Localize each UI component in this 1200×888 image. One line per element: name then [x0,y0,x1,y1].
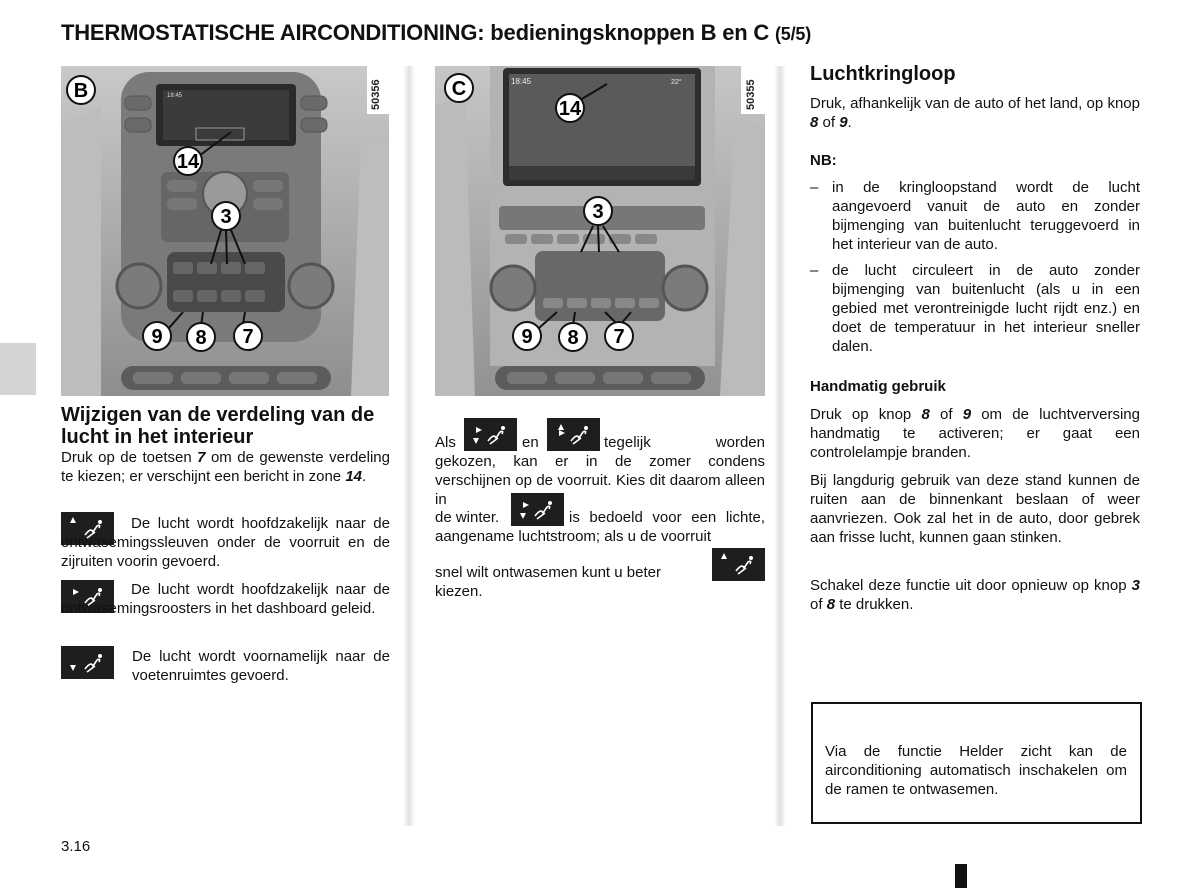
note-box [811,702,1142,824]
chapter-tab [0,343,36,395]
right-p2: Druk op knop 8 of 9 om de luchtverversing handmatig te activeren; er gaat een controlelampje branden. [810,406,1140,461]
callout-7: 7 [242,326,254,348]
column-divider [403,66,415,826]
figure-c-photo [435,66,765,396]
callout-9: 9 [151,326,163,348]
callout-14: 14 [558,98,582,120]
callout-8: 8 [567,327,579,349]
right-bullets [810,178,1140,363]
middle-p1: tegelijk worden gekozen, kan er in de zomer condens verschijnen op de voorruit. Kies dit daarom alleen in [435,434,765,508]
figure-c-label: C [451,78,467,100]
left-intro: Druk op de toetsen 7 om de gewenste verdeling te kiezen; er verschijnt een bericht in zone 14. [61,449,390,485]
svg-text:18:45: 18:45 [511,77,532,86]
right-subheading: Handmatig gebruik [810,378,946,395]
callout-8: 8 [195,327,207,349]
left-item-2: De lucht wordt hoofdzakelijk naar de ontwasemingsroosters in het dashboard geleid. [61,581,390,617]
middle-p3-b: kiezen. [435,583,483,600]
right-p3: Bij langdurig gebruik van deze stand kunnen de ruiten aan de binnenkant beslaan of weer aanvriezen. Ook zal het in de auto, door gebrek aan frisse lucht, kunnen gaan stinken. [810,472,1140,546]
left-item-1: De lucht wordt hoofdzakelijk naar de ontwasemingssleuven onder de voorruit en de zijruiten voorin gevoerd. [61,515,390,570]
figure-c-code: 50355 [745,79,757,110]
middle-p1-als: Als [435,434,456,451]
callout-9: 9 [521,326,533,348]
left-item-3: De lucht wordt voornamelijk naar de voetenruimtes gevoerd. [132,648,390,684]
left-heading: Wijzigen van de verdeling van de lucht in het interieur [61,404,375,448]
svg-text:18:45: 18:45 [167,93,183,99]
page-number: 3.16 [61,838,91,855]
bullet-item: – de lucht circuleert in de auto zonder bijmenging van buitenlucht (als u in een gebied met verontreinigde lucht rijdt enz.) en doet de temperatuur in het interieur sneller dalen. [810,261,1140,356]
right-nb: NB: [810,152,837,169]
middle-p2-a: de winter. [435,509,500,526]
middle-p2: is bedoeld voor een lichte, aangename luchtstroom; als u de voorruit [435,509,765,545]
middle-p1-en: en [522,434,539,451]
right-p4: Schakel deze functie uit door opnieuw op knop 3 of 8 te drukken. [810,577,1140,613]
right-p1: Druk, afhankelijk van de auto of het land, op knop 8 of 9. [810,95,1140,131]
note-text: Via de functie Helder zicht kan de airconditioning automatisch inschakelen om de ramen te ontwasemen. [825,743,1127,798]
callout-3: 3 [220,206,232,228]
right-heading: Luchtkringloop [810,63,956,85]
bullet-item: – in de kringloopstand wordt de lucht aangevoerd vanuit de auto en zonder bijmenging van buitenlucht teruggevoerd in het interieur van de auto. [810,178,1140,254]
figure-b-photo [61,66,389,396]
windscreen-feet-icon [712,548,765,581]
page-marker [955,864,967,888]
callout-7: 7 [613,326,625,348]
figure-b-label: B [73,80,89,102]
callout-3: 3 [592,201,604,223]
middle-p3-a: snel wilt ontwasemen kunt u beter [435,564,661,581]
callout-14: 14 [176,151,200,173]
figure-b-code: 50356 [370,79,382,110]
svg-text:22°: 22° [671,79,682,86]
feet-vent-icon [61,646,114,679]
page-title: THERMOSTATISCHE AIRCONDITIONING: bedieningsknoppen B en C (5/5) [61,20,812,45]
column-divider [774,66,786,826]
